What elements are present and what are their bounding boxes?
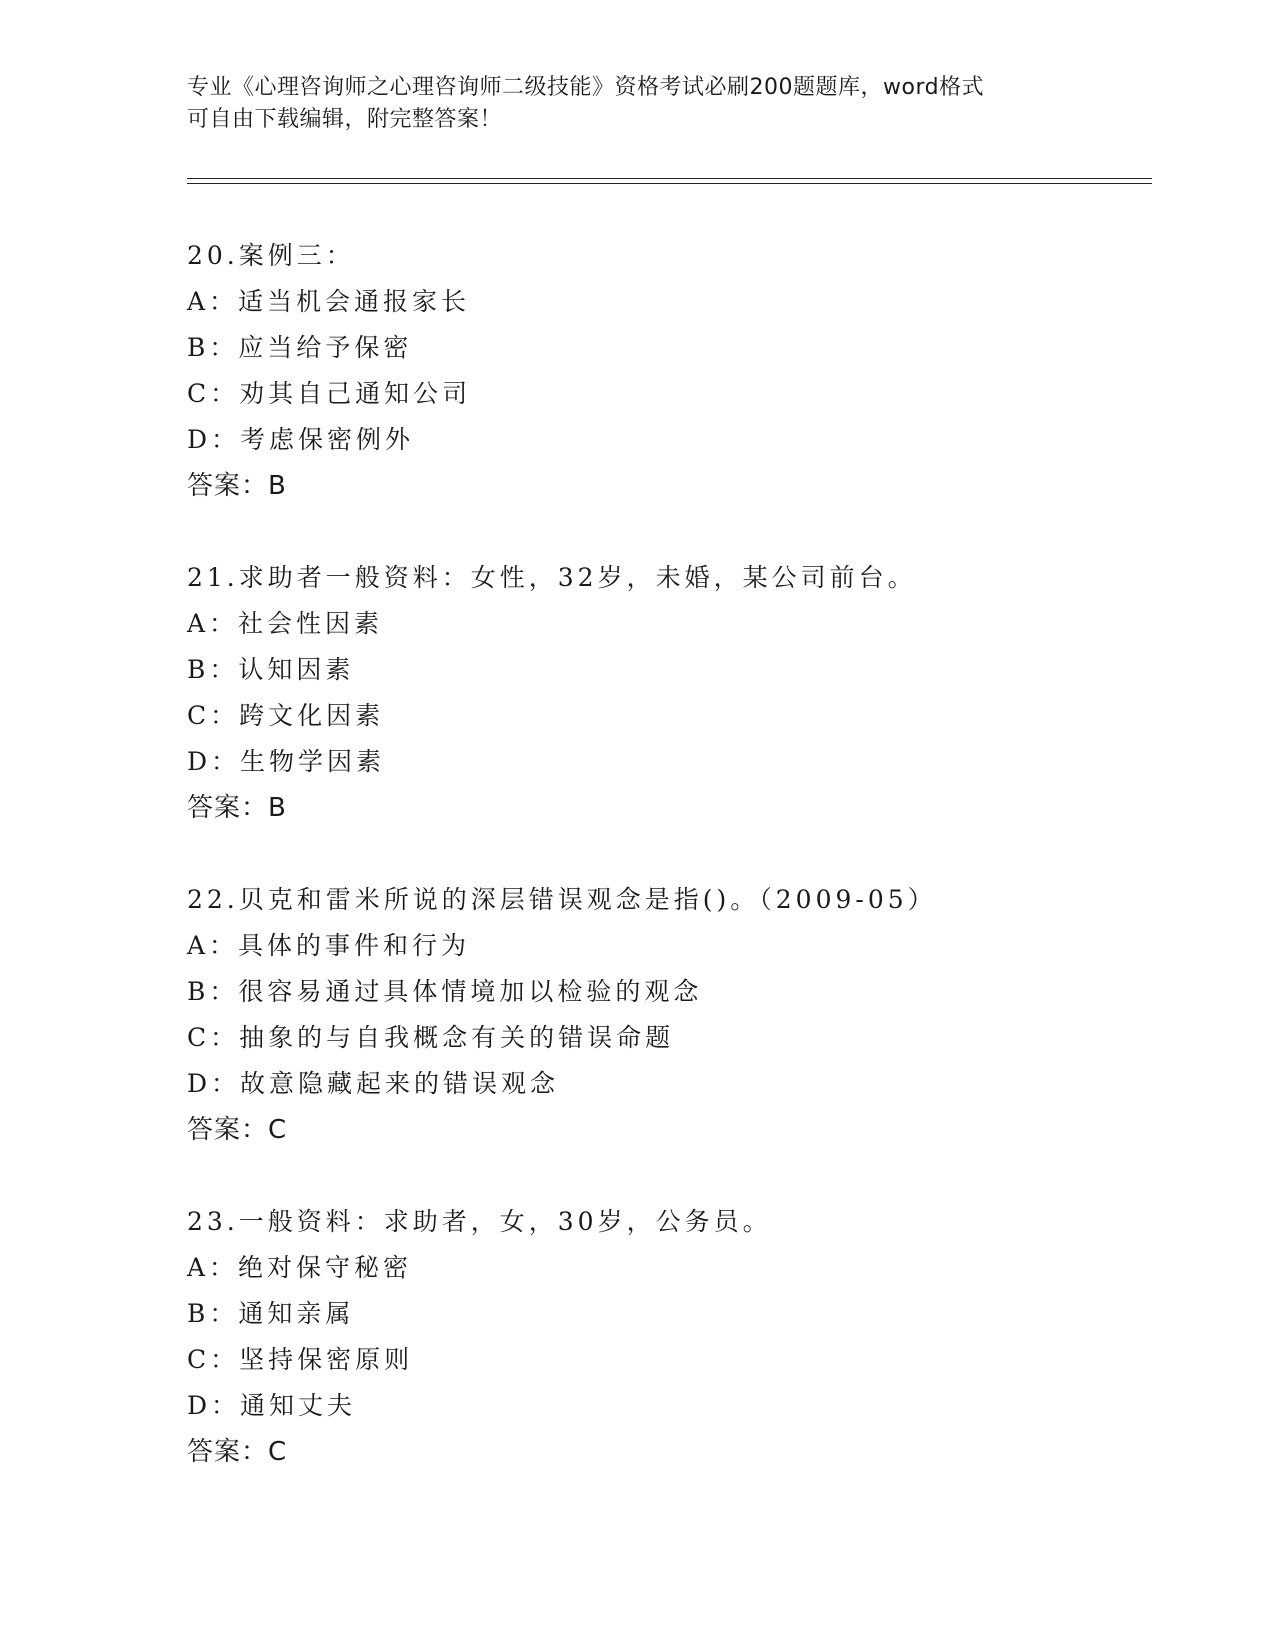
option-b: B：很容易通过具体情境加以检验的观念 [187,977,703,1006]
question-list [187,233,1147,1521]
option-d: D：生物学因素 [187,747,386,776]
option-d: D：故意隐藏起来的错误观念 [187,1069,560,1098]
header-divider-top [187,178,1152,179]
header-line-2: 可自由下载编辑，附完整答案！ [187,107,503,132]
option-b: B：应当给予保密 [187,333,413,362]
option-a: A：适当机会通报家长 [187,287,471,316]
option-d: D：考虑保密例外 [187,425,415,454]
option-d: D：通知丈夫 [187,1391,357,1420]
question-22 [187,877,1147,1153]
header-divider-bottom [187,183,1152,184]
option-a: A：社会性因素 [187,609,384,638]
answer-line: 答案：B [187,471,287,501]
question-20 [187,233,1147,509]
document-header [187,72,1087,136]
question-23 [187,1199,1147,1475]
question-title: 23.一般资料：求助者，女，30岁，公务员。 [187,1207,772,1236]
answer-line: 答案：C [187,1115,288,1145]
option-c: C：抽象的与自我概念有关的错误命题 [187,1023,675,1052]
option-b: B：认知因素 [187,655,355,684]
option-c: C：跨文化因素 [187,701,385,730]
answer-line: 答案：C [187,1437,288,1467]
question-title: 22.贝克和雷米所说的深层错误观念是指()。（2009-05） [187,885,937,914]
answer-line: 答案：B [187,793,287,823]
option-c: C：劝其自己通知公司 [187,379,472,408]
question-21 [187,555,1147,831]
question-title: 20.案例三： [187,241,355,270]
option-a: A：绝对保守秘密 [187,1253,413,1282]
question-title: 21.求助者一般资料：女性，32岁，未婚，某公司前台。 [187,563,917,592]
option-b: B：通知亲属 [187,1299,355,1328]
option-a: A：具体的事件和行为 [187,931,471,960]
option-c: C：坚持保密原则 [187,1345,414,1374]
header-line-1: 专业《心理咨询师之心理咨询师二级技能》资格考试必刷200题题库，word格式 [187,75,985,100]
